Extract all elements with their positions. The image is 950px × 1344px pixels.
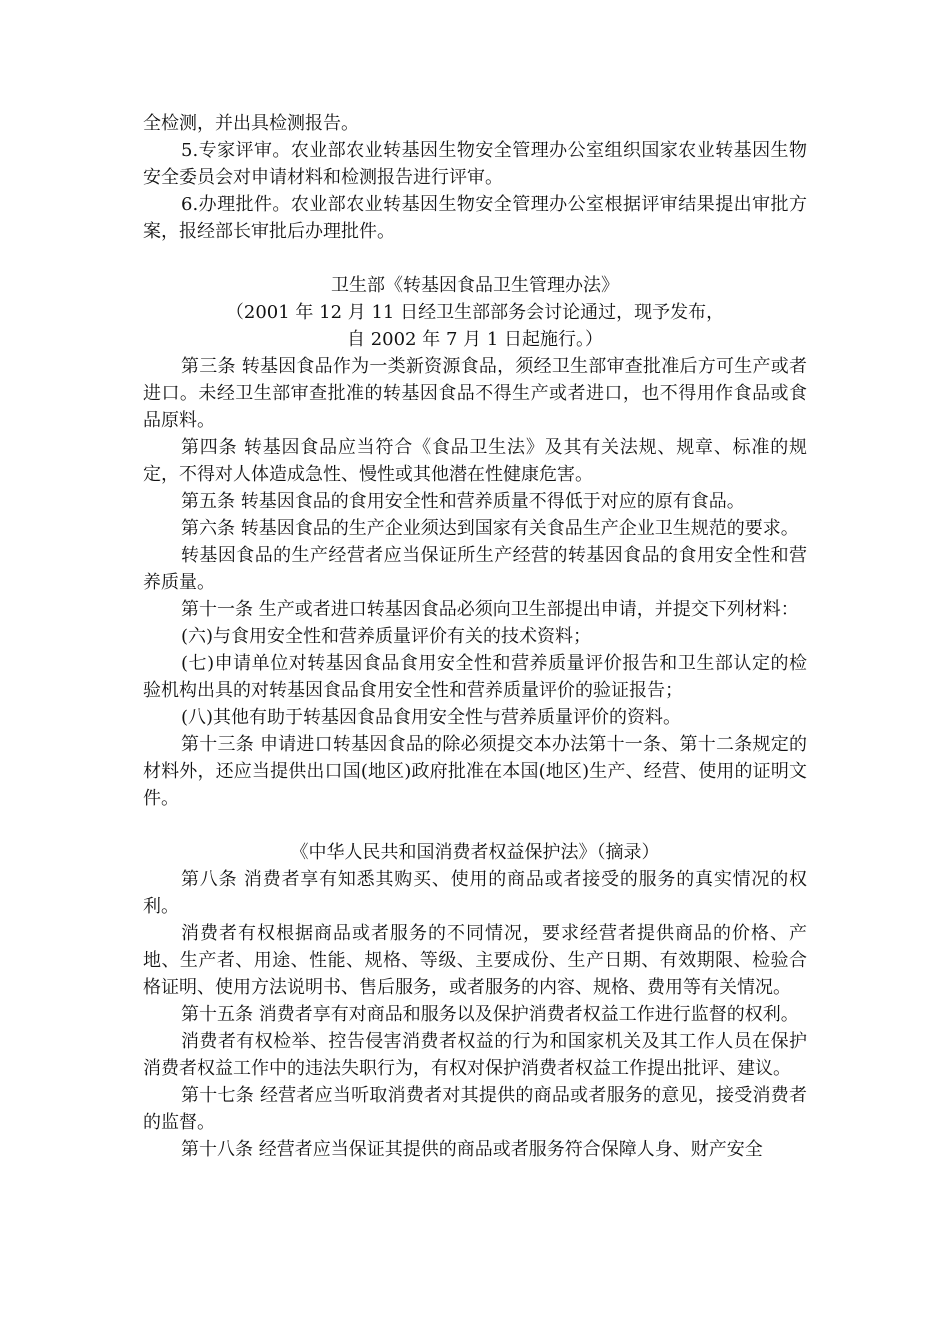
article-17: 第十七条 经营者应当听取消费者对其提供的商品或者服务的意见，接受消费者的监督。 (143, 1085, 807, 1133)
article-13: 第十三条 申请进口转基因食品的除必须提交本办法第十一条、第十二条规定的材料外，还应当提供出口国(地区)政府批准在本国(地区)生产、经营、使用的证明文件。 (143, 734, 807, 809)
article-11: 第十一条 生产或者进口转基因食品必须向卫生部提出申请，并提交下列材料： (181, 599, 799, 620)
section-spacer (143, 812, 807, 839)
article-11-item-8: (八)其他有助于转基因食品食用安全性与营养质量评价的资料。 (181, 707, 682, 728)
paragraph-approval: 6.办理批件。农业部农业转基因生物安全管理办公室根据评审结果提出审批方案，报经部长审批后办理批件。 (143, 194, 807, 242)
article-11-item-7: (七)申请单位对转基因食品食用安全性和营养质量评价报告和卫生部认定的检验机构出具的对转基因食品食用安全性和营养质量评价的验证报告； (143, 653, 807, 701)
document-body (143, 110, 807, 1163)
article-4: 第四条 转基因食品应当符合《食品卫生法》及其有关法规、规章、标准的规定，不得对人体造成急性、慢性或其他潜在性健康危害。 (143, 437, 807, 485)
article-8: 第八条 消费者享有知悉其购买、使用的商品或者接受的服务的真实情况的权利。 (143, 869, 807, 917)
article-5: 第五条 转基因食品的食用安全性和营养质量不得低于对应的原有食品。 (181, 491, 745, 512)
section-title-health-ministry: 卫生部《转基因食品卫生管理办法》 (331, 275, 619, 296)
article-8-paragraph-2: 消费者有权根据商品或者服务的不同情况，要求经营者提供商品的价格、产地、生产者、用途、性能、规格、等级、主要成份、生产日期、有效期限、检验合格证明、使用方法说明书、售后服务，或者服务的内容、规格、费用等有关情况。 (143, 923, 807, 998)
paragraph-continuation: 全检测，并出具检测报告。 (143, 113, 359, 134)
section-spacer (143, 245, 807, 272)
article-15-paragraph-2: 消费者有权检举、控告侵害消费者权益的行为和国家机关及其工作人员在保护消费者权益工作中的违法失职行为，有权对保护消费者权益工作提出批评、建议。 (143, 1031, 807, 1079)
section-subtitle-line1: （2001 年 12 月 11 日经卫生部部务会讨论通过，现予发布， (225, 302, 725, 323)
section-subtitle-line2: 自 2002 年 7 月 1 日起施行。） (346, 329, 604, 350)
section-title-consumer-law: 《中华人民共和国消费者权益保护法》（摘录） (290, 842, 660, 863)
paragraph-expert-review: 5.专家评审。农业部农业转基因生物安全管理办公室组织国家农业转基因生物安全委员会对申请材料和检测报告进行评审。 (143, 140, 807, 188)
article-6: 第六条 转基因食品的生产企业须达到国家有关食品生产企业卫生规范的要求。 (181, 518, 799, 539)
article-15: 第十五条 消费者享有对商品和服务以及保护消费者权益工作进行监督的权利。 (181, 1004, 799, 1025)
article-11-item-6: (六)与食用安全性和营养质量评价有关的技术资料； (181, 626, 592, 647)
article-3: 第三条 转基因食品作为一类新资源食品，须经卫生部审查批准后方可生产或者进口。未经卫生部审查批准的转基因食品不得生产或者进口，也不得用作食品或食品原料。 (143, 356, 807, 431)
article-18: 第十八条 经营者应当保证其提供的商品或者服务符合保障人身、财产安全 (181, 1139, 763, 1160)
article-6-paragraph-2: 转基因食品的生产经营者应当保证所生产经营的转基因食品的食用安全性和营养质量。 (143, 545, 807, 593)
